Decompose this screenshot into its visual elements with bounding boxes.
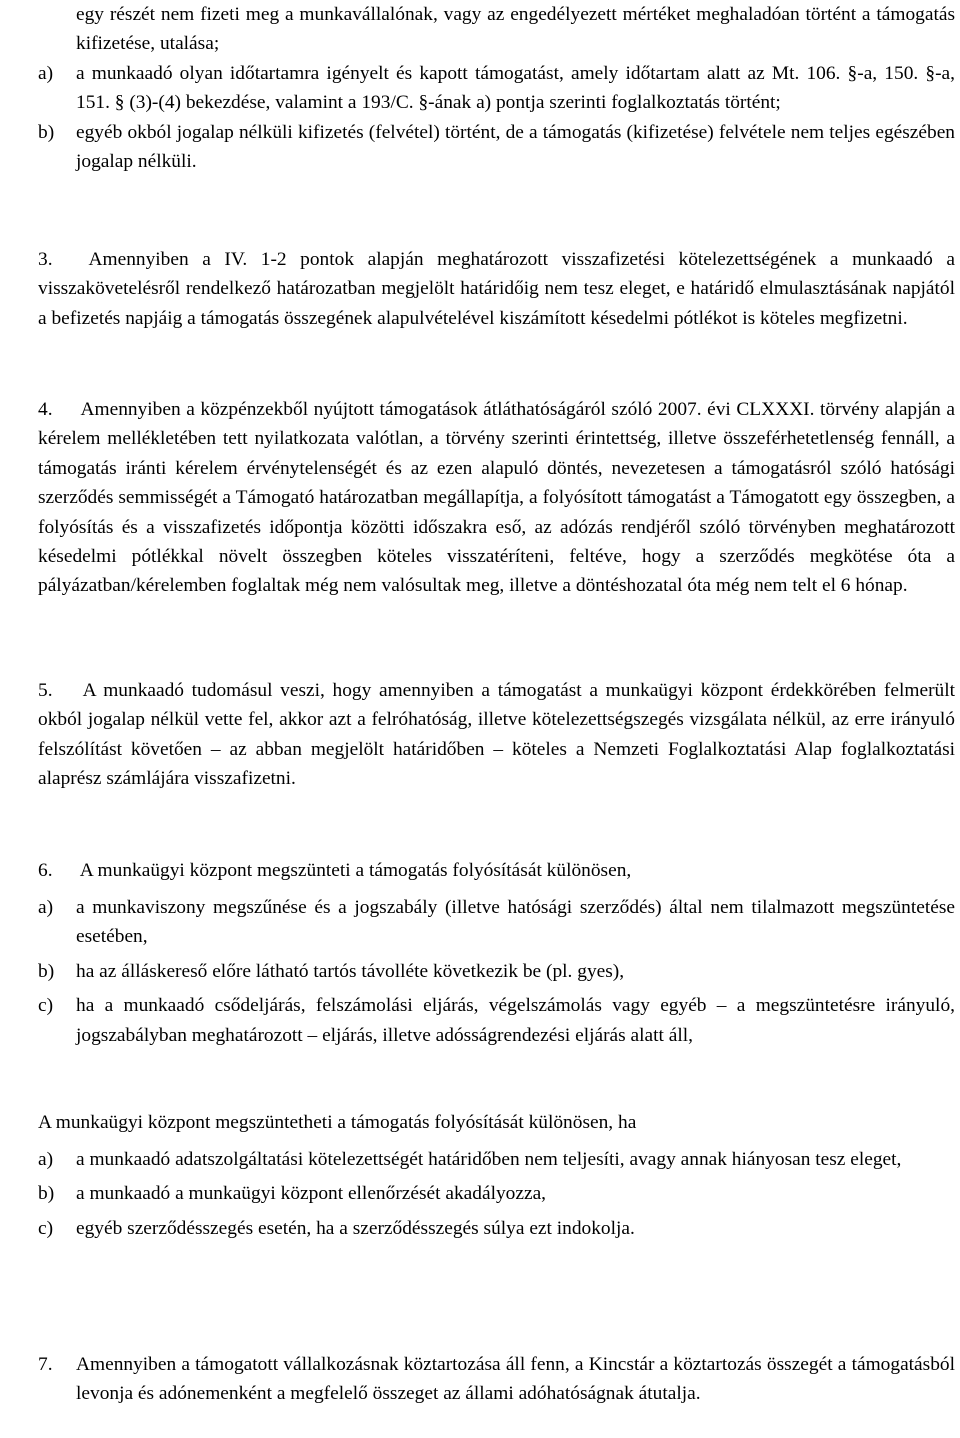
point-4 (38, 395, 955, 601)
list-item (38, 59, 955, 118)
item-text: a munkaadó a munkaügyi központ ellenőrzését akadályozza, (76, 1183, 547, 1205)
item-text: a munkaviszony megszűnése és a jogszabály (illetve hatósági szerződés) által nem tilalmazott megszüntetése esetében, (76, 897, 955, 948)
continuation-paragraph: egy részét nem fizeti meg a munkavállalónak, vagy az engedélyezett mértéket meghaladóan történt a támogatás kifizetése, utalása; (76, 4, 955, 55)
point-5 (38, 676, 955, 794)
list-item (38, 1179, 955, 1208)
point-text: A munkaügyi központ megszünteti a támogatás folyósítását különösen, (79, 860, 632, 881)
item-text: ha az álláskereső előre látható tartós távolléte következik be (pl. gyes), (76, 960, 625, 982)
point-7 (38, 1350, 955, 1409)
point-6-mandatory-list (38, 893, 955, 1050)
optional-intro-text: A munkaügyi központ megszüntetheti a támogatás folyósítását különösen, ha (38, 1112, 637, 1133)
item-label: a) (38, 897, 54, 918)
item-label: a) (38, 1149, 54, 1170)
item-label: b) (38, 1183, 55, 1205)
point-number: 6. (38, 860, 53, 881)
point-number: 5. (38, 680, 53, 701)
list-item (38, 1214, 955, 1243)
point-text: A munkaadó tudomásul veszi, hogy amennyiben a támogatást a munkaügyi központ érdekkörében felmerült okból jogalap nélkül vette fel, akkor azt a felróhatóság, illetve kötelezettségszegés vizsgálata nélkül, az erre irányuló felszólítást követően – az abban megjelölt határidőben – köteles a Nemzeti Foglalkoztatási Alap foglalkoztatási alaprész számlájára visszafizetni. (38, 680, 955, 790)
item-label: c) (38, 995, 54, 1017)
point-number: 3. (38, 249, 53, 270)
item-text: egyéb okból jogalap nélküli kifizetés (felvétel) történt, de a támogatás (kifizetése) felvétele nem teljes egészében jogalap nélküli. (76, 121, 955, 173)
item-label: b) (38, 960, 55, 982)
item-text: a munkaadó olyan időtartamra igényelt és kapott támogatást, amely időtartam alatt az Mt. 106. §-a, 150. §-a, 151. § (3)-(4) bekezdése, valamint a 193/C. §-ának a) pontja szerinti foglalkoztatás történt; (76, 62, 955, 114)
list-item (38, 957, 955, 986)
item-label: c) (38, 1217, 54, 1239)
point-6 (38, 856, 955, 885)
item-label: a) (38, 62, 54, 84)
item-text: egyéb szerződésszegés esetén, ha a szerződésszegés súlya ezt indokolja. (76, 1217, 635, 1239)
point-text: Amennyiben a közpénzekből nyújtott támogatások átláthatóságáról szóló 2007. évi CLXXXI. törvény alapján a kérelem mellékletében tett nyilatkozata valótlan, a törvény szerinti érintettség, illetve összeférhetetlenség fennáll, a támogatás iránti kérelem érvénytelenségét és az ezen alapuló döntés, nevezetesen a támogatásról szóló hatósági szerződés semmisségét a Támogató határozatban megállapítja, a folyósított támogatást a Támogatott egy összegben, a folyósítás és a visszafizetés időpontja közötti időszakra eső, az adózás rendjéről szóló törvényben meghatározott késedelmi pótlékkal növelt összegben köteles visszatéríteni, feltéve, hogy a szerződés megkötése óta a pályázatban/kérelemben foglaltak még nem valósultak meg, illetve a döntéshozatal óta még nem telt el 6 hónap. (38, 399, 955, 597)
top-section (38, 0, 955, 176)
list-item (38, 118, 955, 177)
list-item (38, 991, 955, 1050)
item-text: ha a munkaadó csődeljárás, felszámolási eljárás, végelszámolás vagy egyéb – a megszüntetésre irányuló, jogszabályban meghatározott – eljárás, illetve adósságrendezési eljárás alatt áll, (76, 995, 955, 1046)
point-6-optional-list (38, 1145, 955, 1243)
item-text: a munkaadó adatszolgáltatási kötelezettségét határidőben nem teljesíti, avagy annak hiányosan tesz eleget, (76, 1149, 902, 1170)
point-text: Amennyiben a IV. 1-2 pontok alapján meghatározott visszafizetési kötelezettségének a munkaadó a visszakövetelésről rendelkező határozatban megjelölt határidőig nem tesz eleget, e határidő elmulasztásának napjától a befizetés napjáig a támogatás összegének alapulvételével kiszámított késedelmi pótlékot is köteles megfizetni. (38, 249, 956, 329)
point-text: Amennyiben a támogatott vállalkozásnak köztartozása áll fenn, a Kincstár a köztartozás összegét a támogatásból levonja és adónemenként a megfelelő összeget az állami adóhatóságnak átutalja. (76, 1354, 955, 1405)
item-label: b) (38, 121, 55, 143)
point-3 (38, 245, 955, 333)
point-number: 4. (38, 399, 53, 420)
point-number: 7. (38, 1354, 53, 1375)
list-item (38, 1145, 955, 1174)
list-item (38, 893, 955, 952)
point-6-optional-intro (38, 1108, 955, 1137)
